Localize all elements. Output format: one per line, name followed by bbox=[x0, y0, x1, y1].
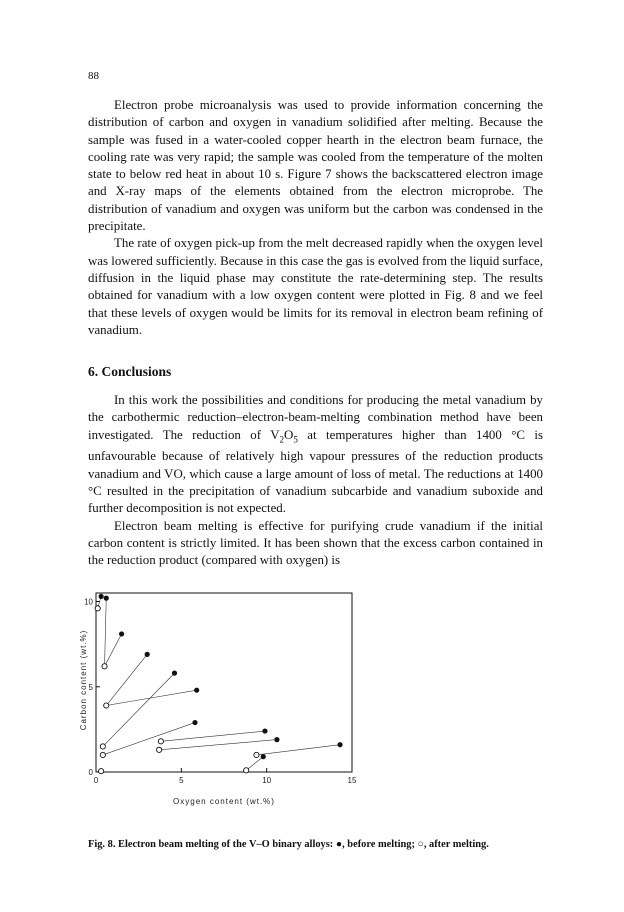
tie-line bbox=[105, 634, 122, 666]
results-text bbox=[88, 97, 543, 339]
figure-label: Fig. 8. bbox=[88, 839, 116, 850]
before-melting-point bbox=[192, 720, 197, 725]
before-melting-point bbox=[262, 728, 267, 733]
paragraph bbox=[88, 392, 543, 518]
after-melting-point bbox=[100, 752, 105, 757]
page-number: 88 bbox=[88, 70, 99, 82]
open-circle-symbol: ○ bbox=[417, 839, 424, 850]
tie-line bbox=[103, 673, 175, 746]
before-melting-point bbox=[337, 742, 342, 747]
text-run: O bbox=[284, 427, 294, 442]
plot-frame bbox=[96, 593, 352, 772]
x-tick-label: 15 bbox=[347, 776, 357, 785]
after-melting-point bbox=[100, 744, 105, 749]
tie-line bbox=[161, 731, 265, 741]
tie-line bbox=[106, 690, 196, 705]
after-melting-point bbox=[102, 664, 107, 669]
before-melting-point bbox=[261, 754, 266, 759]
y-tick-label: 10 bbox=[84, 597, 93, 607]
subscript: 5 bbox=[293, 434, 298, 445]
tie-line bbox=[103, 723, 195, 755]
before-melting-point bbox=[104, 596, 109, 601]
x-tick-label: 0 bbox=[93, 776, 99, 785]
after-melting-point bbox=[99, 769, 104, 774]
after-melting-point bbox=[158, 739, 163, 744]
before-melting-point bbox=[145, 652, 150, 657]
before-melting-point bbox=[172, 671, 177, 676]
caption-text: Electron beam melting of the V–O binary alloys: bbox=[115, 839, 336, 850]
tie-line bbox=[246, 757, 263, 771]
filled-circle-symbol: ● bbox=[335, 839, 343, 850]
tie-line bbox=[256, 745, 340, 755]
x-tick-label: 5 bbox=[179, 776, 184, 785]
scatter-chart bbox=[79, 585, 368, 820]
before-melting-point bbox=[99, 594, 104, 599]
tie-line bbox=[106, 654, 147, 705]
tie-line bbox=[159, 740, 277, 750]
text-run: In this work the possibilities and conditions for producing the metal vanadium by the carbothermic reduction–electron-beam-melting combination method have been investigated. The reduction of V bbox=[88, 393, 543, 442]
after-melting-point bbox=[157, 747, 162, 752]
y-tick-label: 0 bbox=[88, 768, 93, 777]
after-melting-point bbox=[104, 703, 109, 708]
caption-text: , after melting. bbox=[423, 839, 489, 850]
before-melting-point bbox=[194, 688, 199, 693]
tie-line bbox=[105, 598, 107, 666]
caption-text: , before melting; bbox=[342, 839, 418, 850]
text-run: at temperatures higher than 1400 °C is unfavourable because of relatively high vapour pressures of the reduction products vanadium and VO, which cause a large amount of loss of metal. The reductions at 1400 °C resulted in the precipitation of vanadium subcarbide and vanadium suboxide and further decomposition is not expected. bbox=[88, 427, 544, 516]
before-melting-point bbox=[274, 737, 279, 742]
after-melting-point bbox=[244, 768, 249, 773]
after-melting-point bbox=[95, 606, 100, 611]
x-tick-label: 10 bbox=[262, 776, 272, 785]
x-axis-label: Oxygen content (wt.%) bbox=[173, 797, 275, 806]
figure-caption bbox=[88, 838, 543, 852]
before-melting-point bbox=[119, 631, 124, 636]
paragraph: Electron probe microanalysis was used to provide information concerning the distribution of carbon and oxygen in vanadium solidified after melting. Because the sample was fused in a water-cooled copper hearth in the electron beam furnace, the cooling rate was very rapid; the sample was cooled from the temperature of the molten state to below red heat in about 10 s. Figure 7 shows the backscattered electron image and X-ray maps of the elements obtained from the electron microprobe. The distribution of vanadium and oxygen was uniform but the carbon was condensed in the precipitate. bbox=[88, 98, 543, 234]
subscript: 2 bbox=[279, 434, 285, 445]
section-heading: 6. Conclusions bbox=[88, 364, 172, 379]
conclusions-text bbox=[88, 392, 543, 570]
paragraph: Electron beam melting is effective for purifying crude vanadium if the initial carbon content is strictly limited. It has been shown that the excess carbon contained in the reduction product (compared with oxygen) is bbox=[88, 518, 543, 568]
y-tick-label: 5 bbox=[88, 682, 93, 692]
paragraph: The rate of oxygen pick-up from the melt decreased rapidly when the oxygen level was lowered sufficiently. Because in this case the gas is evolved from the liquid surface, diffusion in the liquid phase may constitute the rate-determining step. The results obtained for vanadium with a low oxygen content were plotted in Fig. 8 and we feel that these levels of oxygen would be limits for its removal in electron beam refining of vanadium. bbox=[88, 236, 543, 337]
after-melting-point bbox=[254, 752, 259, 757]
figure-8 bbox=[79, 585, 368, 825]
y-axis-label: Carbon content (wt.%) bbox=[79, 629, 88, 731]
